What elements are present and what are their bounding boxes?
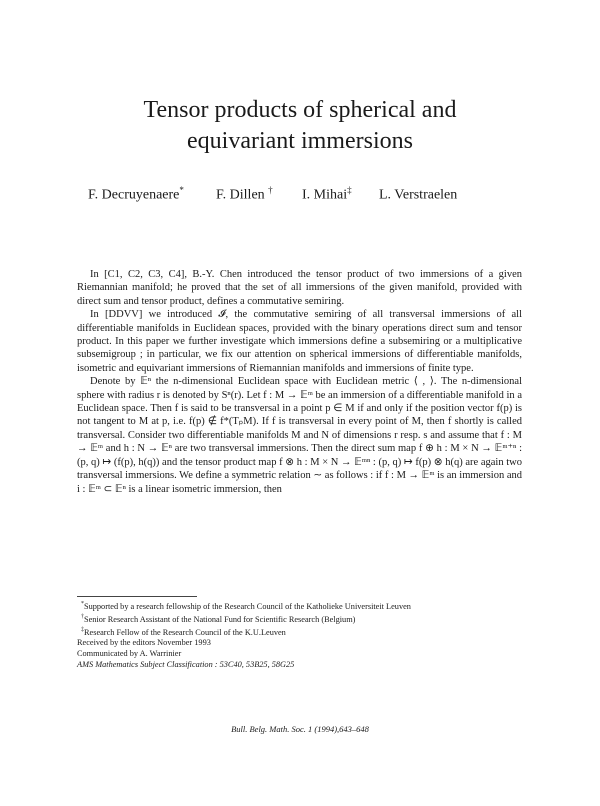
author-verstraelen: L. Verstraelen: [379, 187, 458, 203]
paper-title: [60, 95, 540, 157]
journal-citation: Bull. Belg. Math. Soc. 1 (1994),643–648: [231, 724, 369, 734]
subject-classification: AMS Mathematics Subject Classification : 53C40, 53B25, 58G25: [77, 660, 295, 670]
footnotes: [77, 599, 522, 670]
body-text: [77, 268, 522, 496]
footnote-2: †Senior Research Assistant of the National Fund for Scientific Research (Belgium): [81, 613, 356, 624]
paragraph-semiring: In [DDVV] we introduced 𝓘, the commutative semiring of all transversal immersions of all differentiable manifolds in Euclidean spaces, provided with the binary operations direct sum and tensor product. In this paper we further investigate which immersions define a subsemiring or a multiplicative subsemigroup ; in particular, we fix our attention on spherical immersions of differentiable manifolds, isometric and equivariant immersions of Riemannian manifolds and immersions of finite type.: [77, 309, 522, 374]
title-line-1: Tensor products of spherical and: [143, 97, 457, 123]
footnote-1: *Supported by a research fellowship of the Research Council of the Katholieke Universiteit Leuven: [81, 601, 411, 611]
author-decruyenaere: F. Decruyenaere*: [88, 185, 184, 203]
footnote-3: ‡Research Fellow of the Research Council of the K.U.Leuven: [81, 626, 286, 637]
title-line-2: equivariant immersions: [187, 128, 413, 154]
author-list: [88, 185, 528, 205]
footnote-divider: [77, 596, 197, 597]
communicated-by: Communicated by A. Warrinier: [77, 649, 182, 659]
author-dillen: F. Dillen †: [216, 185, 273, 203]
paragraph-definitions: Denote by 𝔼ⁿ the n-dimensional Euclidean space with Euclidean metric ⟨ , ⟩. The n-dimensional sphere with radius r is denoted by Sⁿ(r). Let f : M → 𝔼ᵐ be an immersion of a differentiable manifold in a Euclidean space. Then f is said to be transversal in a point p ∈ M if and only if the position vector f(p) is not tangent to M at p, i.e. f(p) ∉ f*(TₚM). If f is transversal in every point of M, then f shortly is called transversal. Consider two differentiable manifolds M and N of dimensions r resp. s and assume that f : M → 𝔼ᵐ and h : N → 𝔼ⁿ are two transversal immersions. Then the direct sum map f ⊕ h : M × N → 𝔼ᵐ⁺ⁿ : (p, q) ↦ (f(p), h(q)) and the tensor product map f ⊗ h : M × N → 𝔼ᵐⁿ : (p, q) ↦ f(p) ⊗ h(q) are again two transversal immersions. We define a symmetric relation ∼ as follows : if f : M → 𝔼ᵐ is an immersion and i : 𝔼ᵐ ⊂ 𝔼ⁿ is a linear isometric immersion, then: [77, 376, 522, 495]
received-date: Received by the editors November 1993: [77, 638, 211, 648]
paragraph-intro: In [C1, C2, C3, C4], B.-Y. Chen introduced the tensor product of two immersions of a given Riemannian manifold; he proved that the set of all immersions of the given manifold, provided with direct sum and tensor product, defines a commutative semiring.: [77, 269, 522, 307]
author-mihai: I. Mihai‡: [302, 185, 352, 203]
